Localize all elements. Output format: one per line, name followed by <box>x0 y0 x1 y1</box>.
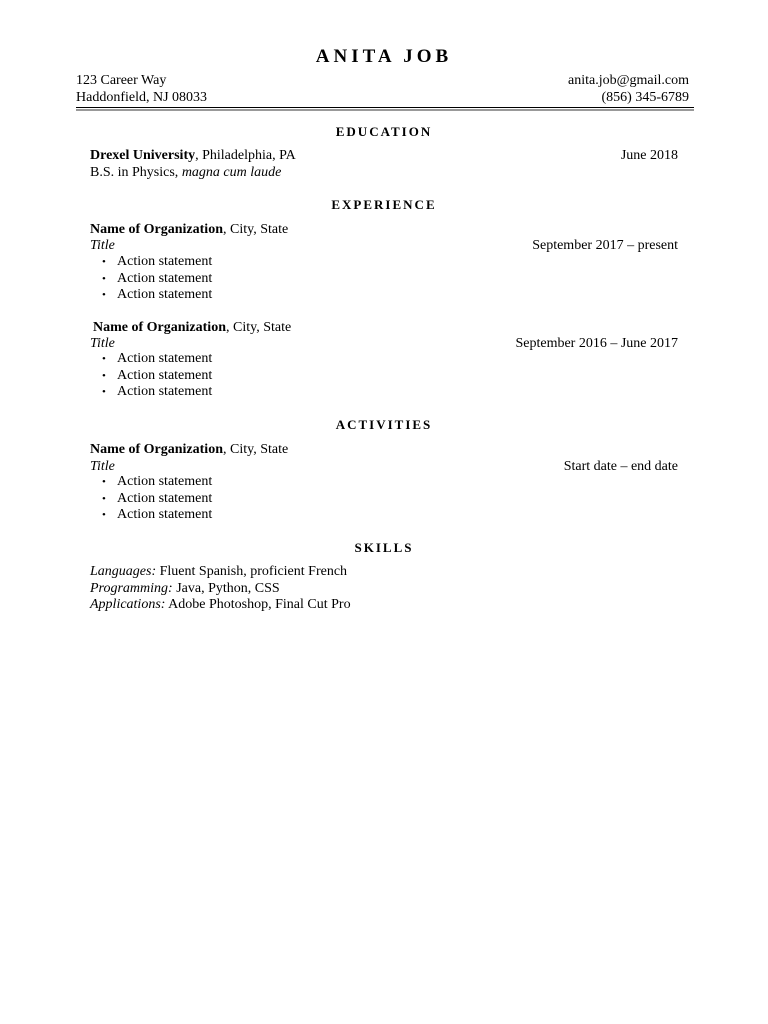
list-item: • Action statement <box>102 384 213 399</box>
resume-name: ANITA JOB <box>315 46 453 67</box>
list-item: • Action statement <box>102 367 213 383</box>
honors-text: magna cum laude <box>181 165 282 180</box>
list-item: • Action statement <box>102 270 213 286</box>
skill-label: Programming: <box>90 581 173 596</box>
education-degree-row <box>90 164 678 181</box>
phone-text: (856) 345-6789 <box>601 90 689 105</box>
skill-line-programming <box>90 580 280 597</box>
experience-title-row <box>90 335 678 352</box>
list-item: • Action statement <box>102 287 213 302</box>
organization-name: Name of Organization <box>90 442 223 457</box>
job-title: Title <box>90 238 115 253</box>
skill-label: Applications: <box>90 597 166 612</box>
email-text: anita.job@gmail.com <box>568 73 689 88</box>
job-dates: September 2017 – present <box>532 238 678 253</box>
header-divider-shadow <box>76 109 694 111</box>
degree-text: B.S. in Physics, <box>90 165 182 180</box>
experience-bullet-list <box>102 254 212 304</box>
organization-location: , City, State <box>222 222 289 237</box>
activity-dates: Start date – end date <box>563 459 678 474</box>
skill-line-languages <box>90 563 347 580</box>
address-line-2: Haddonfield, NJ 08033 <box>76 90 208 105</box>
experience-bullet-list <box>102 351 212 401</box>
skills-heading: SKILLS <box>354 540 414 555</box>
skill-line-applications <box>90 596 351 613</box>
list-item: • Action statement <box>102 254 213 269</box>
school-location: , Philadelphia, PA <box>195 148 296 163</box>
experience-org-row <box>93 319 678 336</box>
education-school-row <box>90 147 678 164</box>
skill-value: Fluent Spanish, proficient French <box>156 564 348 579</box>
organization-location: , City, State <box>222 442 289 457</box>
activities-heading: ACTIVITIES <box>335 417 433 432</box>
activity-title-row <box>90 458 678 475</box>
job-title: Title <box>90 336 115 351</box>
organization-name: Name of Organization <box>93 320 226 335</box>
activity-bullet-list <box>102 474 212 524</box>
header-divider <box>76 107 694 108</box>
school-name: Drexel University <box>90 148 196 163</box>
job-dates: September 2016 – June 2017 <box>515 336 678 351</box>
list-item: • Action statement <box>102 490 213 506</box>
contact-block <box>568 72 689 106</box>
skill-value: Java, Python, CSS <box>172 581 280 596</box>
organization-location: , City, State <box>225 320 292 335</box>
experience-heading: EXPERIENCE <box>331 197 437 212</box>
activity-title: Title <box>90 459 115 474</box>
address-block <box>76 72 207 106</box>
organization-name: Name of Organization <box>90 222 223 237</box>
list-item: • Action statement <box>102 474 213 489</box>
experience-org-row <box>90 221 678 238</box>
list-item: • Action statement <box>102 351 213 366</box>
graduation-date: June 2018 <box>620 148 678 163</box>
skill-value: Adobe Photoshop, Final Cut Pro <box>165 597 351 612</box>
experience-title-row <box>90 237 678 254</box>
education-heading: EDUCATION <box>335 124 433 139</box>
address-line-1: 123 Career Way <box>76 73 167 88</box>
list-item: • Action statement <box>102 507 213 522</box>
skill-label: Languages: <box>90 564 157 579</box>
activity-org-row <box>90 441 678 458</box>
